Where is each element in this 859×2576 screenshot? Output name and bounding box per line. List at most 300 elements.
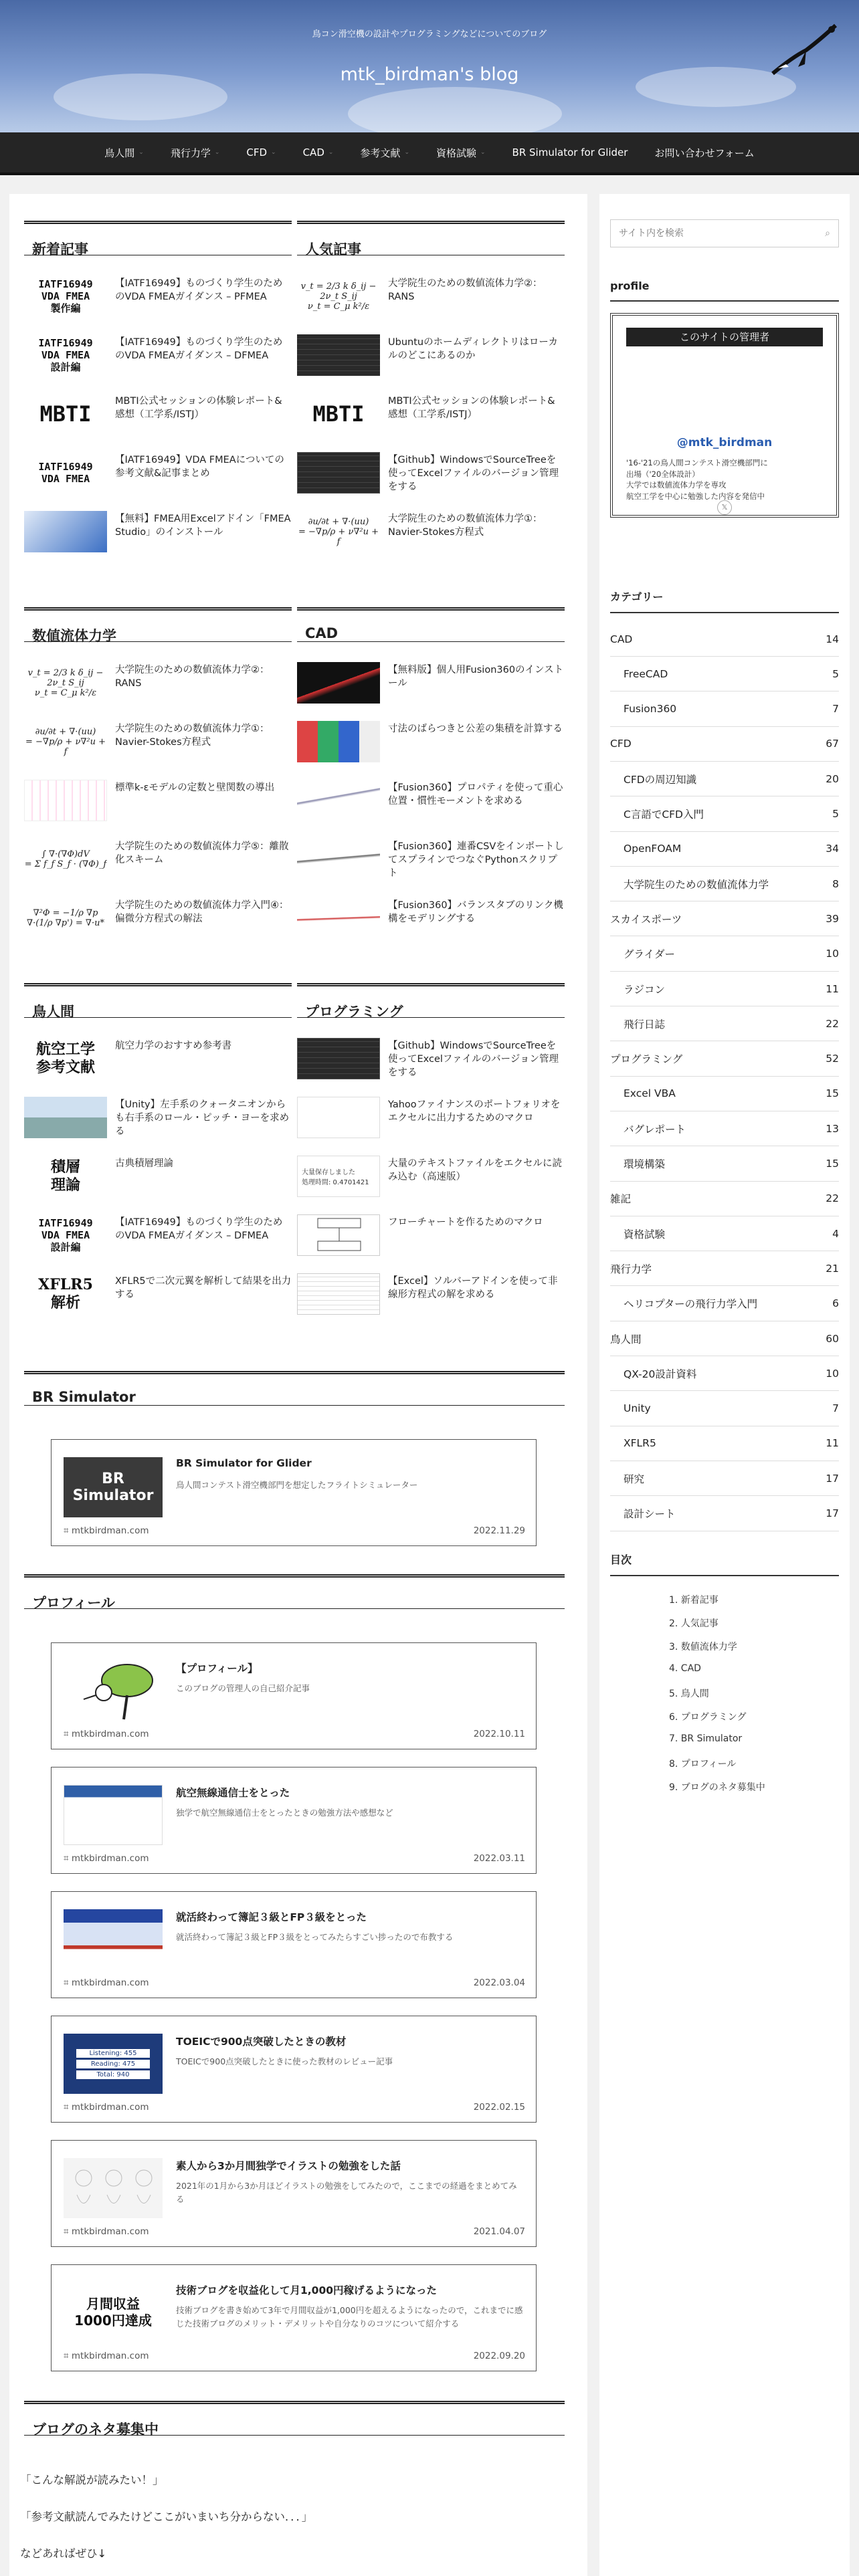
flowchart-icon — [298, 1214, 379, 1256]
post-item[interactable] — [297, 897, 565, 954]
br-simulator-thumbnail — [64, 1457, 163, 1517]
chevron-down-icon: ⌄ — [480, 149, 486, 156]
thumb-text: MBTI — [312, 401, 365, 427]
card-date: 2021.04.07 — [473, 2226, 525, 2237]
nav-item-birdman[interactable] — [91, 146, 157, 160]
post-title[interactable]: 【IATF16949】ものづくり学生のためのVDA FMEAガイダンス – DFMEA — [115, 337, 283, 361]
thumb-text: ∂u/∂t + ∇·(uu) — [308, 516, 369, 527]
sekisou-thumbnail — [24, 1156, 107, 1197]
category-name: ヘリコプターの飛行力学入門 — [624, 1298, 758, 1311]
global-nav — [0, 132, 859, 175]
globe-icon: ⌗ — [64, 2102, 72, 2113]
card-site-label: mtkbirdman.com — [71, 1525, 149, 1536]
post-title[interactable]: 【Fusion360】連番CSVをインポートしてスプラインでつなぐPythonスクリプト — [388, 841, 564, 879]
category-count: 5 — [832, 667, 839, 680]
site-header — [0, 0, 859, 132]
chevron-down-icon: ⌄ — [271, 149, 276, 156]
category-count: 60 — [826, 1332, 839, 1345]
category-count: 11 — [826, 982, 839, 995]
cloud-decoration — [348, 87, 562, 132]
card-title: TOEICで900点突破したときの教材 — [176, 2036, 347, 2048]
category-name: CAD — [610, 633, 633, 645]
card-site — [64, 2226, 149, 2237]
card-site-label: mtkbirdman.com — [71, 2226, 149, 2237]
category-count: 15 — [826, 1087, 839, 1100]
thumb-text: IATF16949 — [38, 278, 93, 290]
post-title[interactable]: フローチャートを作るためのマクロ — [388, 1217, 543, 1228]
bio-line: 大学では数値流体力学を専攻 — [626, 480, 727, 490]
post-title[interactable]: Ubuntuのホームディレクトリはローカルのどこにあるのか — [388, 337, 559, 361]
nav-item-flight-dynamics[interactable] — [157, 146, 233, 160]
toc-item[interactable]: 5. 鳥人間 — [669, 1689, 709, 1699]
category-item[interactable] — [610, 1287, 839, 1321]
category-item[interactable] — [610, 622, 839, 657]
thumb-text: 製作編 — [50, 302, 81, 314]
solver-thumbnail — [297, 1273, 380, 1315]
post-title[interactable]: 【Github】WindowsでSourceTreeを使ってExcelファイルのバージョン管理をする — [388, 1041, 559, 1078]
category-count: 20 — [826, 772, 839, 785]
post-title[interactable]: XFLR5で二次元翼を解析して結果を出力する — [115, 1276, 292, 1300]
card-date: 2022.09.20 — [473, 2351, 525, 2361]
category-item[interactable] — [610, 1147, 839, 1182]
thumb-text: 月間収益 — [86, 2296, 140, 2312]
bird-tree-illustration-icon — [64, 1660, 163, 1721]
xflr-thumbnail — [24, 1273, 107, 1315]
equation-thumbnail — [24, 721, 107, 762]
post-title[interactable]: MBTI公式セッションの体験レポート&感想（工学系/ISTJ） — [115, 396, 282, 420]
category-count: 22 — [826, 1017, 839, 1030]
nav-label: 鳥人間 — [104, 146, 135, 159]
post-title[interactable]: 寸法のばらつきと公差の集積を計算する — [388, 724, 563, 734]
category-name: スカイスポーツ — [610, 913, 682, 926]
category-item[interactable] — [610, 1077, 839, 1111]
category-count: 21 — [826, 1262, 839, 1275]
thumb-text: 解析 — [50, 1294, 80, 1311]
nav-item-exams[interactable] — [423, 146, 499, 160]
card-site — [64, 2102, 149, 2113]
sidebar-heading: カテゴリー — [610, 588, 839, 613]
category-count: 10 — [826, 948, 839, 960]
post-item[interactable] — [297, 1214, 565, 1271]
post-title[interactable]: 大学院生のための数値流体力学②：RANS — [115, 665, 270, 689]
post-item[interactable] — [297, 1156, 565, 1212]
category-item[interactable] — [610, 1461, 839, 1496]
card-site-label: mtkbirdman.com — [71, 1729, 149, 1739]
toc-item[interactable]: 3. 数値流体力学 — [669, 1642, 737, 1652]
fmea_studio-thumbnail — [24, 511, 107, 552]
thumb-text: = Σ f_f S_f · (∇Φ)_f — [24, 859, 107, 869]
category-item[interactable] — [610, 901, 839, 936]
category-count: 15 — [826, 1158, 839, 1170]
post-title[interactable]: 【Fusion360】バランスタブのリンク機構をモデリングする — [388, 900, 563, 924]
post-item[interactable] — [297, 839, 565, 895]
thumb-text: Simulator — [72, 1487, 154, 1504]
section-heading: ブログのネタ募集中 — [24, 2401, 565, 2436]
chevron-down-icon: ⌄ — [138, 149, 144, 156]
category-name: 雑記 — [610, 1193, 632, 1206]
nav-item-cfd[interactable] — [233, 146, 289, 158]
toc-item[interactable]: 6. プログラミング — [669, 1712, 747, 1723]
category-item[interactable] — [610, 762, 839, 796]
category-item[interactable] — [610, 1497, 839, 1531]
nav-item-br-simulator[interactable] — [499, 146, 642, 158]
card-date: 2022.03.04 — [473, 1977, 525, 1988]
dialog-thumbnail — [297, 1156, 380, 1197]
post-title[interactable]: 【無料版】個人用Fusion360のインストール — [388, 665, 564, 689]
post-title[interactable]: 【Fusion360】プロパティを使って重心位置・慣性モーメントを求める — [388, 782, 563, 807]
thumb-text: MBTI — [39, 401, 92, 427]
search-box[interactable] — [610, 219, 839, 247]
card-title: BR Simulator for Glider — [176, 1457, 312, 1469]
category-count: 8 — [832, 877, 839, 890]
category-item[interactable] — [610, 832, 839, 867]
post-item[interactable] — [24, 1273, 292, 1329]
sidebar — [599, 194, 850, 2576]
globe-icon: ⌗ — [64, 2351, 72, 2361]
thumb-text: 参考文献 — [35, 1059, 95, 1076]
post-title[interactable]: MBTI公式セッションの体験レポート&感想（工学系/ISTJ） — [388, 396, 555, 420]
twitter-icon[interactable]: 𝕏 — [717, 500, 732, 515]
globe-icon: ⌗ — [64, 1729, 72, 1739]
nav-label: BR Simulator for Glider — [512, 146, 628, 158]
toeic-thumbnail — [64, 2034, 163, 2094]
fusion-thumbnail — [297, 662, 380, 704]
post-item[interactable] — [24, 839, 292, 895]
category-item[interactable] — [610, 1356, 839, 1391]
bird_tree-thumbnail — [64, 1660, 163, 1721]
card-description: 技術ブログを書き始めて3年で月間収益が1,000円を超えるようになったので，これまでに感じた技術ブログのメリット・デメリットや自分なりのコツについて紹介する — [176, 2305, 523, 2329]
category-item[interactable] — [610, 1182, 839, 1216]
site-tagline: 鳥コン滑空機の設計やプログラミングなどについてのブログ — [312, 29, 547, 39]
section-heading: CAD — [297, 607, 565, 642]
post-title[interactable]: 大学院生のための数値流体力学①：Navier-Stokes方程式 — [115, 724, 270, 748]
section-heading: 数値流体力学 — [24, 607, 292, 642]
thumb-text: v_t = 2/3 k δ_ij − 2ν_t S_ij — [300, 281, 377, 302]
post-title[interactable]: 【無料】FMEA用Excelアドイン「FMEA Studio」のインストール — [115, 514, 291, 538]
card-site — [64, 1729, 149, 1739]
post-item[interactable] — [297, 1038, 565, 1094]
iatf-thumbnail — [24, 1214, 107, 1256]
blog-card[interactable] — [51, 2264, 537, 2371]
card-site — [64, 2351, 149, 2361]
equation-thumbnail — [24, 897, 107, 939]
bio-line: 航空工学を中心に勉強した内容を発信中 — [626, 492, 765, 502]
thumb-text: 処理時間: 0.4701421 — [302, 1179, 369, 1186]
iatf-thumbnail — [24, 334, 107, 376]
nav-item-cad[interactable] — [290, 146, 347, 158]
card-site-label: mtkbirdman.com — [71, 1977, 149, 1988]
thumb-text: XFLR5 — [38, 1275, 93, 1293]
blog-card[interactable] — [51, 1439, 537, 1546]
section-heading: 鳥人間 — [24, 983, 292, 1018]
category-item[interactable] — [610, 972, 839, 1006]
thumb-text: 設計編 — [50, 361, 81, 373]
post-title[interactable]: 大学院生のための数値流体力学②：RANS — [388, 278, 543, 302]
thumb-text: Listening: 455 — [76, 2049, 150, 2058]
post-item[interactable] — [24, 1097, 292, 1153]
card-site — [64, 1853, 149, 1864]
thumb-text: 理論 — [50, 1176, 80, 1194]
post-title[interactable]: 古典積層理論 — [115, 1158, 173, 1169]
card-description: 就活終わって簿記３級とFP３級をとってみたらすごい捗ったので布教する — [176, 1932, 454, 1942]
blog-card[interactable] — [51, 1891, 537, 1998]
category-count: 13 — [826, 1122, 839, 1135]
profile-box — [610, 313, 839, 518]
card-title: 技術ブログを収益化して月1,000円稼げるようになった — [176, 2284, 438, 2296]
category-name: FreeCAD — [624, 667, 668, 680]
thumb-text: IATF16949 — [38, 461, 93, 473]
post-item[interactable] — [24, 276, 292, 332]
koukuu-thumbnail — [24, 1038, 107, 1079]
thumb-text: ∂u/∂t + ∇·(uu) — [35, 726, 96, 737]
thumb-text: ∇²Φ = −1/ρ ∇p — [33, 908, 98, 918]
card-site-label: mtkbirdman.com — [71, 1853, 149, 1864]
toc-item[interactable]: 9. ブログのネタ募集中 — [669, 1782, 765, 1793]
post-item[interactable] — [297, 334, 565, 391]
post-item[interactable] — [24, 1038, 292, 1094]
post-item[interactable] — [24, 1214, 292, 1271]
card-description: 独学で航空無線通信士をとったときの勉強方法や感想など — [176, 1808, 393, 1818]
post-item[interactable] — [24, 393, 292, 449]
category-name: 環境構築 — [624, 1158, 666, 1170]
section-heading: 新着記事 — [24, 221, 292, 255]
iatf-thumbnail — [24, 276, 107, 317]
post-title[interactable]: 【Unity】左手系のクォータニオンからも右手系のロール・ピッチ・ヨーを求める — [115, 1099, 290, 1137]
toc-item[interactable]: 4. CAD — [669, 1663, 701, 1674]
card-date: 2022.10.11 — [473, 1729, 525, 1739]
paragraph: などあればぜひ↓ — [20, 2547, 107, 2560]
thumb-text: Total: 940 — [76, 2070, 150, 2079]
thumb-text: = −∇p/ρ + ν∇²u + f — [25, 736, 106, 757]
post-title[interactable]: 大学院生のための数値流体力学①：Navier-Stokes方程式 — [388, 514, 543, 538]
profile-bio — [626, 457, 827, 502]
toc-item[interactable]: 2. 人気記事 — [669, 1618, 719, 1629]
category-name: 飛行日誌 — [624, 1018, 666, 1031]
category-name: 資格試験 — [624, 1228, 666, 1241]
category-count: 7 — [832, 703, 839, 716]
category-item[interactable] — [610, 1006, 839, 1041]
section-heading: BR Simulator — [24, 1371, 565, 1406]
post-title[interactable]: Yahooファイナンスのポートフォリオをエクセルに出力するためのマクロ — [388, 1099, 561, 1123]
category-count: 5 — [832, 808, 839, 820]
card-date: 2022.02.15 — [473, 2102, 525, 2113]
category-count: 7 — [832, 1402, 839, 1415]
post-title[interactable]: 【IATF16949】ものづくり学生のためのVDA FMEAガイダンス – DFMEA — [115, 1217, 283, 1241]
toc-item[interactable]: 1. 新着記事 — [669, 1595, 719, 1606]
thumb-text: VDA FMEA — [41, 1229, 90, 1241]
github-thumbnail — [297, 1038, 380, 1079]
site-title[interactable]: mtk_birdman's blog — [340, 64, 519, 85]
post-title[interactable]: 標準k-εモデルの定数と壁関数の導出 — [115, 782, 275, 793]
screenshot-lines — [298, 1039, 379, 1079]
post-item[interactable] — [24, 721, 292, 777]
category-name: プログラミング — [610, 1053, 683, 1066]
globe-icon: ⌗ — [64, 1853, 72, 1864]
mbti-thumbnail — [24, 393, 107, 435]
wing-thumbnail — [297, 780, 380, 821]
thumb-text: v_t = 2/3 k δ_ij − 2ν_t S_ij — [27, 667, 104, 688]
category-item[interactable] — [610, 1251, 839, 1286]
category-item[interactable] — [610, 1216, 839, 1251]
card-date: 2022.11.29 — [473, 1525, 525, 1536]
post-item[interactable] — [297, 452, 565, 508]
card-site — [64, 1977, 149, 1988]
nav-item-references[interactable] — [347, 146, 423, 160]
post-item[interactable] — [297, 721, 565, 777]
category-name: 鳥人間 — [610, 1333, 642, 1346]
thumb-text: Reading: 475 — [76, 2060, 150, 2068]
category-name: QX-20設計資料 — [624, 1368, 697, 1380]
post-title[interactable]: 【IATF16949】VDA FMEAについての参考文献&記事まとめ — [115, 455, 284, 479]
globe-icon: ⌗ — [64, 1525, 72, 1536]
yahoo-thumbnail — [297, 1097, 380, 1138]
thumb-text: VDA FMEA — [41, 349, 90, 361]
category-name: CFD — [610, 738, 632, 750]
category-count: 34 — [826, 843, 839, 855]
paragraph: 「参考文献読んでみたけどここがいまいち分からない．．．」 — [20, 2510, 313, 2523]
boki-thumbnail — [64, 1909, 163, 1969]
toc-item[interactable]: 8. プロフィール — [669, 1759, 737, 1769]
category-count: 67 — [826, 738, 839, 750]
card-title: 【プロフィール】 — [176, 1662, 258, 1675]
thumb-text: IATF16949 — [38, 1217, 93, 1229]
sketch-illustration-icon — [64, 2158, 163, 2218]
category-item[interactable] — [610, 1426, 839, 1461]
globe-icon: ⌗ — [64, 1977, 72, 1988]
thumb-text: ν_t = C_μ k²/ε — [34, 687, 97, 698]
category-item[interactable] — [610, 867, 839, 901]
category-name: Unity — [624, 1402, 651, 1415]
thumb-text: ∫ ∇·(∇Φ)dV — [41, 849, 90, 859]
iatf-thumbnail — [24, 452, 107, 494]
blog-card[interactable] — [51, 1767, 537, 1874]
post-title[interactable]: 航空力学のおすすめ参考書 — [115, 1041, 232, 1051]
post-item[interactable] — [297, 662, 565, 718]
category-name: Fusion360 — [624, 703, 677, 716]
category-count: 4 — [832, 1227, 839, 1240]
mbti-thumbnail — [297, 393, 380, 435]
card-title: 就活終わって簿記３級とFP３級をとった — [176, 1911, 367, 1923]
category-item[interactable] — [610, 1321, 839, 1356]
link-thumbnail — [297, 897, 380, 939]
ubuntu-thumbnail — [297, 334, 380, 376]
category-item[interactable] — [610, 1111, 839, 1146]
equation-thumbnail — [24, 839, 107, 880]
blog-card[interactable] — [51, 1642, 537, 1749]
thumb-text: 1000円達成 — [74, 2313, 152, 2329]
category-name: 設計シート — [624, 1508, 676, 1520]
nav-label: 飛行力学 — [170, 146, 211, 159]
thumb-text: = −∇p/ρ + ν∇²u + f — [298, 526, 379, 547]
sketch-thumbnail — [64, 2158, 163, 2218]
nav-label: CFD — [246, 146, 268, 158]
category-count: 6 — [832, 1297, 839, 1310]
toc-item[interactable]: 7. BR Simulator — [669, 1733, 743, 1744]
thumb-text: 航空工学 — [35, 1040, 95, 1058]
section-heading: 人気記事 — [297, 221, 565, 255]
thumb-text: ν_t = C_μ k²/ε — [307, 301, 370, 312]
post-title[interactable]: 【IATF16949】ものづくり学生のためのVDA FMEAガイダンス – PFMEA — [115, 278, 283, 302]
bird-logo-icon — [766, 20, 840, 87]
nav-item-contact[interactable] — [641, 146, 767, 160]
category-name: バグレポート — [624, 1123, 686, 1136]
card-description: 鳥人間コンテスト滑空機部門を想定したフライトシミュレーター — [176, 1480, 418, 1490]
category-count: 10 — [826, 1367, 839, 1380]
category-item[interactable] — [610, 937, 839, 972]
post-item[interactable] — [297, 780, 565, 836]
post-item[interactable] — [297, 276, 565, 332]
blog-card[interactable] — [51, 2016, 537, 2123]
post-item[interactable] — [24, 511, 292, 567]
category-count: 17 — [826, 1507, 839, 1519]
blog-card[interactable] — [51, 2140, 537, 2247]
post-item[interactable] — [297, 1097, 565, 1153]
bio-line: 出場（'20全体設計） — [626, 469, 700, 479]
main-content — [9, 194, 587, 2576]
card-title: 航空無線通信士をとった — [176, 1787, 290, 1799]
category-item[interactable] — [610, 727, 839, 762]
post-item[interactable] — [24, 897, 292, 954]
category-item[interactable] — [610, 1392, 839, 1426]
post-title[interactable]: 大量のテキストファイルをエクセルに読み込む（高速版） — [388, 1158, 562, 1182]
nav-label: CAD — [302, 146, 324, 158]
post-item[interactable] — [297, 1273, 565, 1329]
category-count: 14 — [826, 633, 839, 645]
unity-thumbnail — [24, 1097, 107, 1138]
post-title[interactable]: 大学院生のための数値流体力学入門④：偏微分方程式の解法 — [115, 900, 289, 924]
search-input[interactable] — [619, 228, 806, 239]
post-item[interactable] — [24, 334, 292, 391]
post-item[interactable] — [24, 662, 292, 718]
equation-thumbnail — [24, 662, 107, 704]
post-item[interactable] — [24, 780, 292, 836]
profile-handle[interactable]: @mtk_birdman — [676, 436, 773, 449]
tolerance-thumbnail — [297, 721, 380, 762]
card-description: このブログの管理人の自己紹介記事 — [176, 1683, 310, 1693]
thumb-text: VDA FMEA — [41, 290, 90, 302]
category-count: 52 — [826, 1053, 839, 1065]
category-item[interactable] — [610, 797, 839, 832]
thumb-text: IATF16949 — [38, 337, 93, 349]
post-title[interactable]: 大学院生のための数値流体力学⑤：離散化スキーム — [115, 841, 289, 865]
profile-box-title: このサイトの管理者 — [626, 328, 823, 346]
category-name: Excel VBA — [624, 1087, 676, 1100]
sidebar-heading: 目次 — [610, 1551, 839, 1576]
post-item[interactable] — [297, 511, 565, 567]
post-title[interactable]: 【Excel】ソルバーアドインを使って非線形方程式の解を求める — [388, 1276, 558, 1300]
category-count: 11 — [826, 1437, 839, 1450]
search-icon[interactable]: ⌕ — [825, 228, 830, 239]
card-description: 2021年の1月から3か月ほどイラストの勉強をしてみたので，ここまでの経過をまとめてみる — [176, 2181, 517, 2204]
equation-thumbnail — [297, 511, 380, 552]
section-heading: プログラミング — [297, 983, 565, 1018]
section-heading: プロフィール — [24, 1574, 565, 1609]
category-name: 飛行力学 — [610, 1263, 652, 1275]
post-item[interactable] — [297, 393, 565, 449]
category-count: 39 — [826, 912, 839, 925]
post-title[interactable]: 【Github】WindowsでSourceTreeを使ってExcelファイルのバージョン管理をする — [388, 455, 559, 492]
category-item[interactable] — [610, 692, 839, 727]
post-item[interactable] — [24, 452, 292, 508]
category-item[interactable] — [610, 657, 839, 691]
category-name: ラジコン — [624, 983, 666, 996]
thumb-text: ∇·(1/ρ ∇p') = ∇·u* — [27, 918, 104, 928]
category-count: 22 — [826, 1192, 839, 1205]
category-item[interactable] — [610, 1042, 839, 1077]
post-item[interactable] — [24, 1156, 292, 1212]
income-thumbnail — [64, 2282, 163, 2343]
globe-icon: ⌗ — [64, 2226, 72, 2237]
